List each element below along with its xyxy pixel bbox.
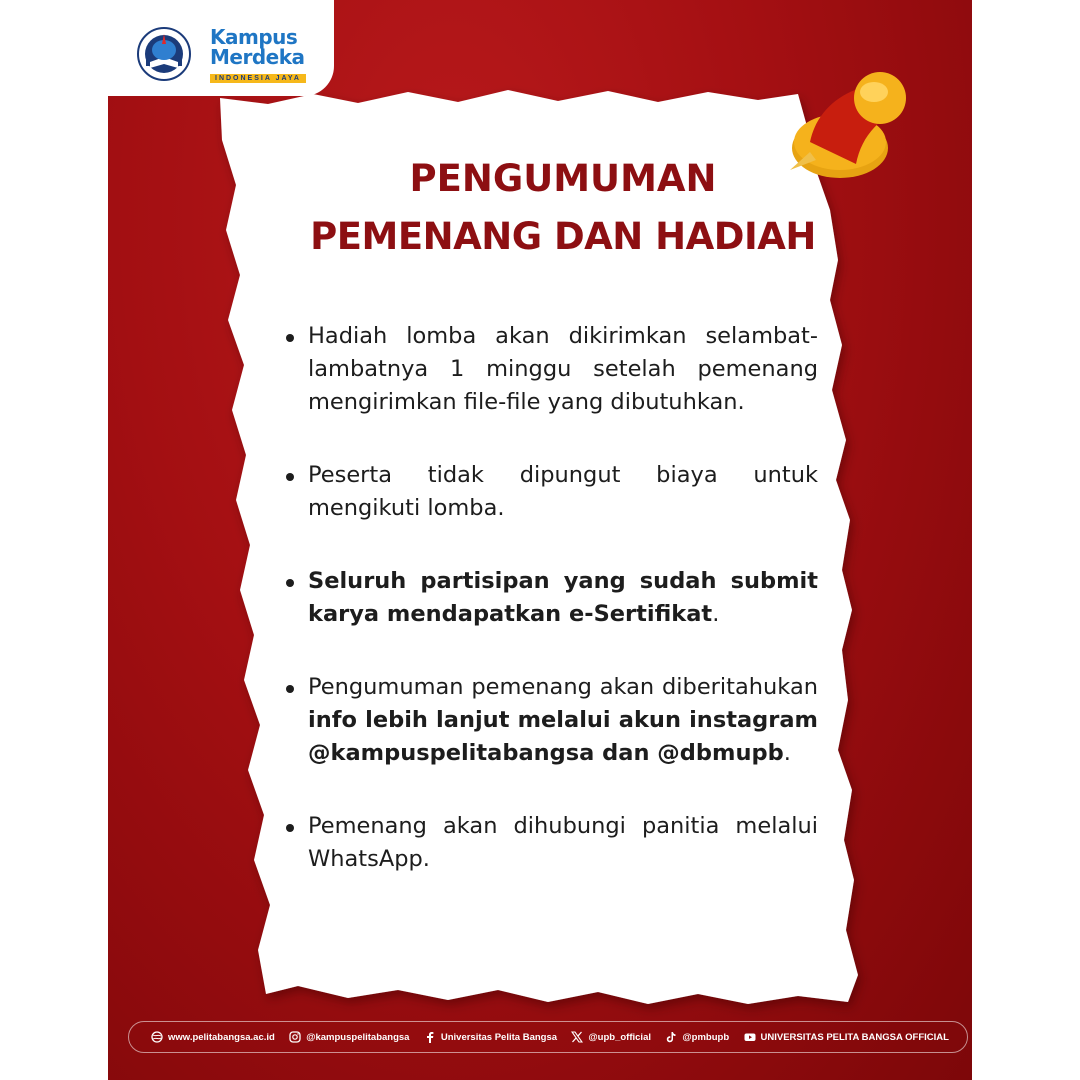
- footer-instagram-text: @kampuspelitabangsa: [306, 1031, 410, 1043]
- announcement-item: [308, 320, 818, 419]
- logo-badge: [108, 0, 334, 96]
- tiktok-icon: [665, 1031, 677, 1043]
- announcement-item: [308, 671, 818, 770]
- university-crest-icon: [136, 26, 192, 82]
- announcement-item: [308, 810, 818, 876]
- announcement-text: Pemenang akan dihubungi panitia melalui WhatsApp.: [308, 813, 818, 872]
- footer-tiktok-text: @pmbupb: [682, 1031, 730, 1043]
- announcement-text: Hadiah lomba akan dikirimkan selambat-lambatnya 1 minggu setelah pemenang mengirimkan file-file yang dibutuhkan.: [308, 323, 818, 415]
- footer-x[interactable]: [571, 1031, 651, 1043]
- brand-line-2: Merdeka: [210, 45, 305, 69]
- brand-line-1: Kampus: [210, 25, 298, 49]
- announcement-content: [308, 150, 818, 916]
- footer-youtube-text: UNIVERSITAS PELITA BANGSA OFFICIAL: [760, 1031, 949, 1043]
- footer-instagram[interactable]: [289, 1031, 409, 1043]
- footer-facebook[interactable]: [424, 1031, 557, 1043]
- footer-x-text: @upb_official: [588, 1031, 651, 1043]
- youtube-icon: [744, 1031, 756, 1043]
- poster: [108, 0, 972, 1080]
- x-logo-icon: [571, 1031, 583, 1043]
- page-title: [308, 150, 818, 266]
- announcement-item: [308, 459, 818, 525]
- title-line-2: PEMENANG DAN HADIAH: [310, 215, 816, 258]
- footer-tiktok[interactable]: [665, 1031, 729, 1043]
- social-footer: [128, 1021, 968, 1053]
- announcement-text: .: [783, 740, 791, 766]
- footer-facebook-text: Universitas Pelita Bangsa: [440, 1031, 558, 1043]
- footer-youtube[interactable]: [744, 1031, 949, 1043]
- globe-icon: [151, 1031, 163, 1043]
- brand-tagline: INDONESIA JAYA: [210, 74, 306, 83]
- footer-website-text: www.pelitabangsa.ac.id: [168, 1031, 275, 1043]
- announcement-text: .: [712, 601, 720, 627]
- facebook-icon: [424, 1031, 436, 1043]
- announcement-text-bold: info lebih lanjut melalui akun instagram @kampuspelitabangsa dan @dbmupb: [308, 707, 818, 766]
- instagram-icon: [289, 1031, 301, 1043]
- announcement-text: Pengumuman pemenang akan diberitahukan: [308, 674, 818, 700]
- footer-website[interactable]: [151, 1031, 275, 1043]
- announcement-item: [308, 565, 818, 631]
- brand-logo: [210, 27, 306, 85]
- title-line-1: PENGUMUMAN: [409, 157, 717, 200]
- announcement-list: [308, 320, 818, 876]
- announcement-text-bold: Seluruh partisipan yang sudah submit karya mendapatkan e-Sertifikat: [308, 568, 818, 627]
- announcement-text: Peserta tidak dipungut biaya untuk mengikuti lomba.: [308, 462, 818, 521]
